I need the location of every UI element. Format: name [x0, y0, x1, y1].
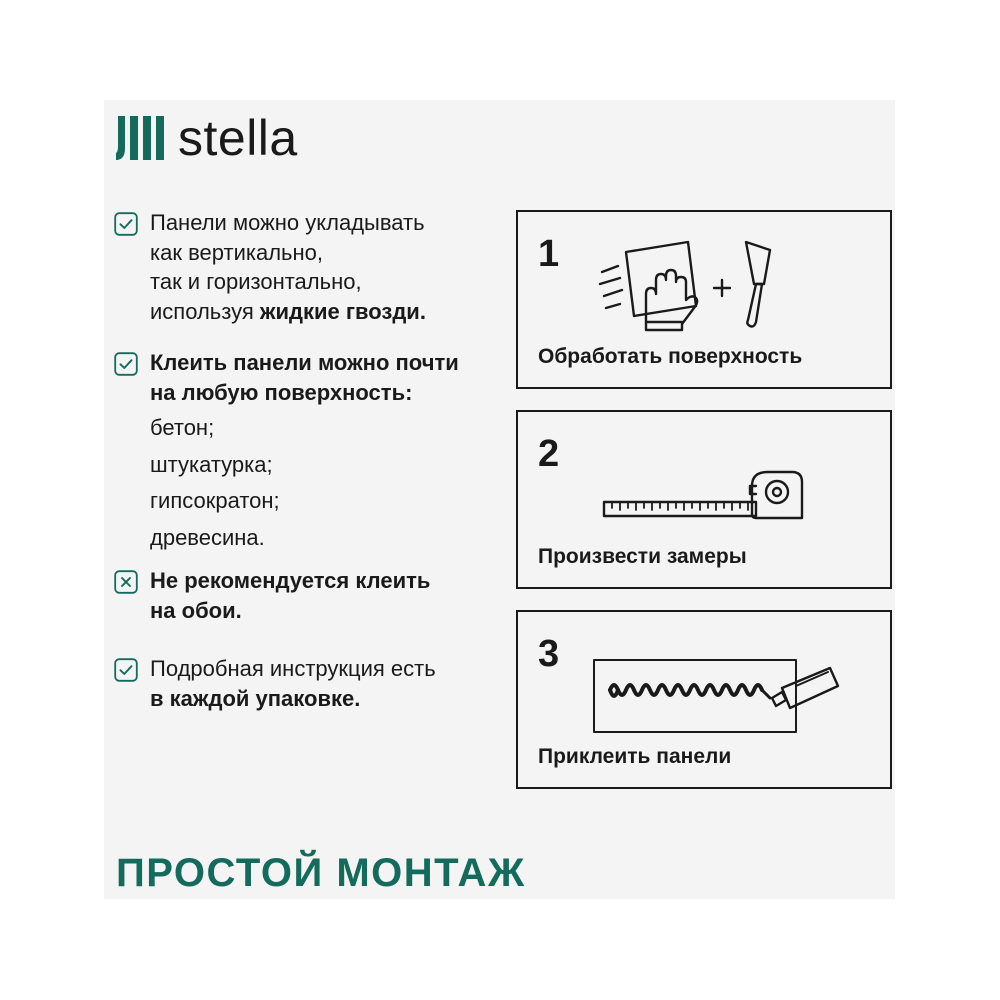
feature-line: как вертикально,: [150, 239, 324, 265]
feature-line-bold: на обои.: [150, 597, 242, 623]
feature-line-bold: на любую поверхность:: [150, 379, 413, 405]
feature-text: [150, 208, 426, 326]
step-card-2: [516, 410, 892, 589]
tape-measure-icon: [602, 468, 806, 524]
feature-line: Панели можно укладывать: [150, 210, 425, 235]
surface-prep-icon: [596, 238, 786, 334]
surface-item: бетон;: [150, 415, 215, 440]
surface-item: гипсократон;: [150, 488, 280, 513]
feature-line: Подробная инструкция есть: [150, 656, 436, 681]
cross-icon: [114, 570, 138, 594]
feature-text: [150, 654, 436, 713]
step-number: 2: [538, 433, 560, 475]
feature-line-bold: Клеить панели можно почти: [150, 350, 459, 375]
check-icon: [114, 658, 138, 682]
step-label: Обработать поверхность: [538, 345, 803, 368]
glue-tube-icon: [592, 656, 842, 736]
step-label: Произвести замеры: [538, 545, 747, 568]
check-icon: [114, 352, 138, 376]
feature-line-bold: жидкие гвозди.: [259, 298, 426, 324]
brand-logo: [116, 110, 298, 166]
surface-item: штукатурка;: [150, 451, 273, 477]
surface-list: [150, 410, 459, 556]
section-title: ПРОСТОЙ МОНТАЖ: [116, 851, 526, 895]
step-card-3: [516, 610, 892, 789]
feature-line-bold: в каждой упаковке.: [150, 685, 361, 711]
stella-logo-icon: [116, 114, 168, 162]
step-number: 1: [538, 233, 560, 275]
feature-line: используя: [150, 298, 260, 324]
step-card-1: [516, 210, 892, 389]
feature-line: так и горизонтально,: [150, 269, 362, 294]
feature-text: [150, 566, 430, 625]
surface-item: древесина.: [150, 524, 265, 550]
info-card: [104, 100, 895, 899]
step-label: Приклеить панели: [538, 745, 732, 768]
brand-name: stella: [178, 110, 298, 166]
step-number: 3: [538, 633, 560, 675]
feature-line-bold: Не рекомендуется клеить: [150, 568, 431, 593]
check-icon: [114, 212, 138, 236]
feature-text: [150, 348, 459, 556]
